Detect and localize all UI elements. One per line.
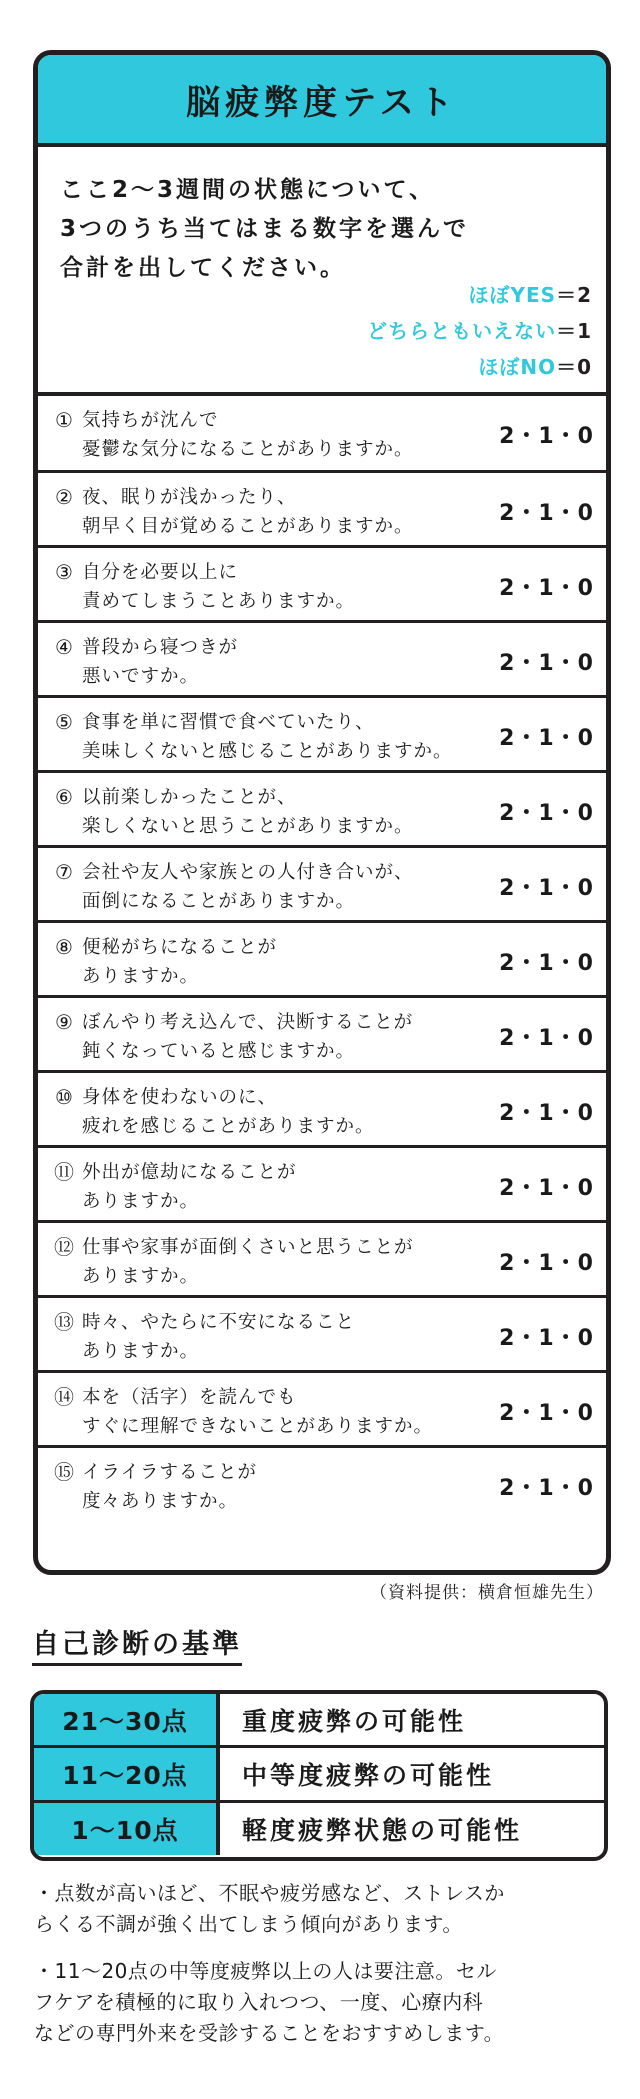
question-line: 自分を必要以上に [82,562,239,583]
question-text [82,708,453,766]
question-number: ② [55,485,73,509]
question-row[interactable] [38,1220,606,1295]
legend-label: どちらともいえない [367,319,557,343]
score-options[interactable]: 2・1・0 [499,576,594,601]
question-number: ⑬ [54,1310,74,1334]
question-number: ⑭ [54,1385,74,1409]
question-number: ⑪ [54,1160,74,1184]
intro-line: 3つのうち当てはまる数字を選んで [60,216,470,242]
legend-value: ＝2 [556,283,592,307]
score-options[interactable]: 2・1・0 [499,1101,594,1126]
question-row[interactable] [38,1370,606,1445]
question-line: 普段から寝つきが [82,637,239,658]
score-options[interactable]: 2・1・0 [499,951,594,976]
question-line: 疲れを感じることがありますか。 [82,1116,375,1137]
question-number: ⑫ [54,1235,74,1259]
criteria-row [34,1800,604,1855]
question-line: 憂鬱な気分になることがありますか。 [82,439,414,460]
question-text [82,483,414,541]
intro-line: ここ2〜3週間の状態について、 [60,177,436,203]
criteria-range: 11〜20点 [34,1748,220,1800]
question-line: 夜、眠りが浅かったり、 [82,487,297,508]
question-row[interactable] [38,1070,606,1145]
criteria-description: 軽度疲弊状態の可能性 [242,1816,523,1845]
question-number: ⑩ [55,1085,73,1109]
question-line: 本を（活字）を読んでも [82,1387,297,1408]
question-line: 度々ありますか。 [82,1491,239,1512]
page-title: 脳疲弊度テスト [38,55,606,147]
score-options[interactable]: 2・1・0 [499,501,594,526]
question-line: 便秘がちになることが [82,937,278,958]
question-line: 時々、やたらに不安になること [82,1312,356,1333]
score-options[interactable]: 2・1・0 [499,876,594,901]
question-text [82,1008,413,1066]
note-line: フケアを積極的に取り入れつつ、一度、心療内科 [34,1990,484,2014]
legend-value: ＝1 [556,319,592,343]
question-text [82,1308,355,1366]
question-line: ぼんやり考え込んで、決断することが [82,1012,414,1033]
question-line: ありますか。 [82,966,200,987]
question-number: ⑦ [55,860,73,884]
question-line: 責めてしまうことありますか。 [82,591,356,612]
question-line: 以前楽しかったことが、 [82,787,297,808]
question-row[interactable] [38,470,606,545]
question-line: 身体を使わないのに、 [82,1087,278,1108]
criteria-range: 21〜30点 [34,1694,220,1745]
criteria-row [34,1745,604,1800]
score-options[interactable]: 2・1・0 [499,1251,594,1276]
question-row[interactable] [38,770,606,845]
question-text [82,1233,414,1291]
note-item [34,1956,604,2049]
criteria-row [34,1694,604,1745]
question-text [82,1158,297,1216]
criteria-table [30,1690,608,1861]
question-line: 仕事や家事が面倒くさいと思うことが [82,1237,414,1258]
question-line: 美味しくないと感じることがありますか。 [82,741,453,762]
question-text [82,933,277,991]
question-line: ありますか。 [82,1266,200,1287]
score-legend [367,277,592,385]
note-line: ・11〜20点の中等度疲弊以上の人は要注意。セル [34,1959,497,1983]
question-line: 会社や友人や家族との人付き合いが、 [82,862,414,883]
question-number: ③ [55,560,73,584]
legend-label: ほぼYES [468,283,557,307]
score-options[interactable]: 2・1・0 [499,1401,594,1426]
score-options[interactable]: 2・1・0 [499,424,594,449]
question-number: ⑥ [55,785,73,809]
question-number: ⑤ [55,710,73,734]
question-line: 楽しくないと思うことがありますか。 [82,816,414,837]
question-line: 鈍くなっていると感じますか。 [82,1041,356,1062]
question-line: ありますか。 [82,1341,200,1362]
note-line: らくる不調が強く出てしまう傾向があります。 [34,1912,463,1936]
question-number: ④ [55,635,73,659]
question-line: 悪いですか。 [82,666,200,687]
question-line: イライラすることが [82,1462,257,1483]
question-row[interactable] [38,545,606,620]
note-item [34,1878,604,1940]
question-line: すぐに理解できないことがありますか。 [82,1416,434,1437]
criteria-description: 重度疲弊の可能性 [242,1706,467,1736]
criteria-description: 中等度疲弊の可能性 [242,1761,495,1790]
question-number: ⑨ [55,1010,73,1034]
question-text [82,783,414,841]
legend-value: ＝0 [556,355,592,379]
question-row[interactable] [38,920,606,995]
legend-label: ほぼNO [478,355,557,379]
legend-row-neutral [367,313,592,349]
question-text [82,1383,433,1441]
test-card [33,50,611,1575]
question-text [82,406,414,464]
question-line: ありますか。 [82,1191,200,1212]
question-text [82,1083,375,1141]
score-options[interactable]: 2・1・0 [499,1476,594,1501]
question-line: 朝早く目が覚めることがありますか。 [82,516,414,537]
question-line: 気持ちが沈んで [82,410,219,431]
score-options[interactable]: 2・1・0 [499,801,594,826]
question-row[interactable] [38,396,606,470]
question-line: 食事を単に習慣で食べていたり、 [82,712,375,733]
intro-section [38,147,606,396]
question-row[interactable] [38,845,606,920]
question-text [82,1458,257,1516]
criteria-heading: 自己診断の基準 [32,1622,242,1666]
notes-list [34,1878,604,2065]
score-options[interactable]: 2・1・0 [499,726,594,751]
score-options[interactable]: 2・1・0 [499,1326,594,1351]
question-line: 面倒になることがありますか。 [82,891,356,912]
question-number: ① [55,408,73,432]
question-row[interactable] [38,695,606,770]
criteria-range: 1〜10点 [34,1803,220,1855]
score-options[interactable]: 2・1・0 [499,1176,594,1201]
question-text [82,558,355,616]
intro-instructions [60,171,469,288]
score-options[interactable]: 2・1・0 [499,1026,594,1051]
question-text [82,633,238,691]
question-row[interactable] [38,995,606,1070]
intro-line: 合計を出してください。 [60,255,346,281]
legend-row-yes [367,277,592,313]
question-number: ⑮ [54,1460,74,1484]
question-list [38,396,606,1520]
note-line: ・点数が高いほど、不眠や疲労感など、ストレスか [34,1881,505,1905]
legend-row-no [367,349,592,385]
question-row[interactable] [38,1145,606,1220]
question-line: 外出が億劫になることが [82,1162,297,1183]
source-credit: （資料提供：横倉恒雄先生） [370,1583,604,1603]
question-row[interactable] [38,1445,606,1520]
question-text [82,858,414,916]
question-number: ⑧ [55,935,73,959]
score-options[interactable]: 2・1・0 [499,651,594,676]
question-row[interactable] [38,620,606,695]
question-row[interactable] [38,1295,606,1370]
note-line: などの専門外来を受診することをおすすめします。 [34,2021,505,2045]
